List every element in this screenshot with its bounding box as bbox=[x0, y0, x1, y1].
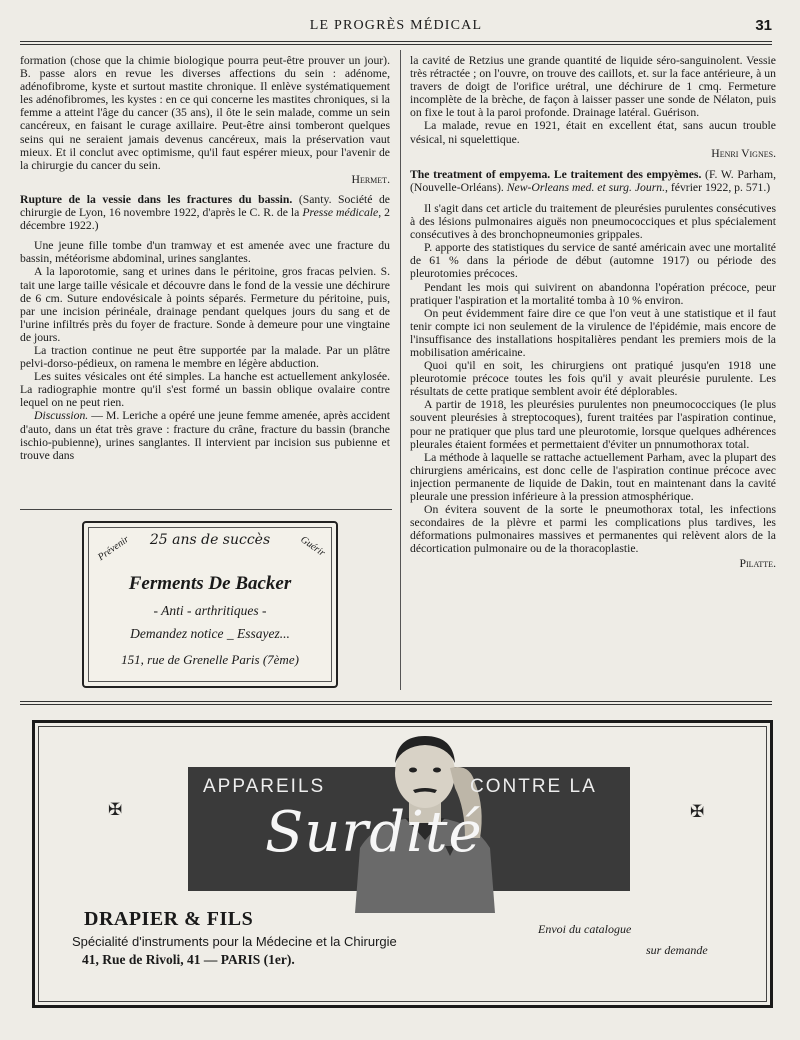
signature-vignes: Henri Vignes. bbox=[711, 146, 776, 160]
article-empyema-title: The treatment of empyema. Le traitement des empyèmes. bbox=[410, 167, 702, 181]
article-rupture-title: Rupture de la vessie dans les fractures du bassin. bbox=[20, 192, 293, 206]
ad-ferments-brand: Ferments De Backer bbox=[128, 573, 292, 594]
ad-ferments-prevenir: Prévenir bbox=[96, 533, 131, 564]
empyema-paragraph: A partir de 1918, les pleurésies purulentes non pneumococciques (le plus souvent pleurésies à streptocoques), furent traitées par l'aspiration continue, pour ne pratiquer que plus tard une pleurotomie, lorsque quelques adhérences pleurales étaient formées et permettaient d'éviter un pnnumothorax total. bbox=[410, 398, 776, 451]
right-column bbox=[410, 54, 776, 571]
left-column bbox=[20, 54, 390, 462]
article-rupture-ref: (Santy. Société de chirurgie de Lyon, 16 novembre 1922, d'après le C. R. de la bbox=[20, 192, 390, 220]
ad-surdite-word-appareils: APPAREILS bbox=[203, 776, 326, 797]
page-header bbox=[20, 18, 772, 40]
ad-specialty: Spécialité d'instruments pour la Médecine et la Chirurgie bbox=[72, 934, 397, 949]
article-empyema-heading bbox=[410, 168, 776, 194]
ad-catalogue-line2: sur demande bbox=[646, 943, 708, 957]
left-section-rule bbox=[20, 509, 392, 510]
discussion-paragraph bbox=[20, 409, 390, 461]
signature-pilatte: Pilatte. bbox=[739, 557, 776, 571]
ad-surdite-title: Surdité bbox=[265, 800, 483, 865]
rupture-paragraph: A la laporotomie, sang et urines dans le péritoine, gros fracas pelvien. S. tait une large taille vésicale et découvre dans le fond de la vessie une déchirure de 6 cm. Suture endovésicale à points séparés. Fermeture du péritoine, puis, par une incision périnéale, drainage pendant quelques jours du sang et de l'urine infiltrés près du foyer de fracture. Sonde à demeure pour une vingtaine de jours. bbox=[20, 265, 390, 344]
empyema-paragraph: Quoi qu'il en soit, les chirurgiens ont pratiqué jusqu'en 1918 une pleurotomie précoce toutes les fois qu'il y avait pleurésie purulente. Les résultats de cette pratique semblent avoir été déplorables. bbox=[410, 359, 776, 399]
discussion-text: — M. Leriche a opéré une jeune femme amenée, après accident d'auto, dans un état très grave : fracture du crâne, fracture du bassin (branche ischio-pubienne), urines sanglantes. Il intervient par incision sus pubienne et trouve dans bbox=[20, 409, 390, 462]
right-continuation-2: La malade, revue en 1921, était en excellent état, sans aucun trouble vésical, ni squelettique. bbox=[410, 119, 776, 146]
ad-company-name: DRAPIER & FILS bbox=[84, 908, 254, 930]
article-empyema-ref: (F. W. Parham, (Nouvelle-Orléans). bbox=[410, 167, 776, 194]
empyema-paragraph: On évitera souvent de la sorte le pneumothorax total, les infections secondaires de la plèvre et parmi les complications plus tardives, les déformations pulmonaires massives et permanentes qui relèvent alors de la décortication pulmonaire ou de la thoracoplastie. bbox=[410, 503, 776, 556]
ads-rule bbox=[20, 701, 772, 705]
ad-ferments-tagline: 25 ans de succès bbox=[149, 532, 271, 548]
ad-address: 41, Rue de Rivoli, 41 — PARIS (1er). bbox=[82, 952, 295, 967]
header-rule bbox=[20, 41, 772, 45]
ad-ferments-de-backer bbox=[82, 521, 338, 688]
empyema-paragraph: Il s'agit dans cet article du traitement de pleurésies purulentes consécutives à des lésions pulmonaires aiguës non pneumococciques et plus spécialement consécutives à des bronchopneumonies grippales. bbox=[410, 201, 776, 242]
article-empyema-date: , février 1922, p. 571.) bbox=[665, 180, 771, 194]
ad-catalogue-line1: Envoi du catalogue bbox=[538, 922, 632, 936]
empyema-paragraph: La méthode à laquelle se rattache actuellement Parham, avec la plupart des chirurgiens américains, est donc celle de l'aspiration continue précoce avec injection permanente de liquide de Dakin, tout en maintenant dans la cavité pleurale une pression inférieure à la pression atmosphérique. bbox=[410, 450, 776, 503]
ad-ferments-address: 151, rue de Grenelle Paris (7ème) bbox=[121, 652, 299, 667]
signature-hermet: Hermet. bbox=[351, 172, 390, 186]
empyema-paragraph: P. apporte des statistiques du service de santé américain avec une mortalité de 61 % dans la période de début (automne 1917) ou période des pleurotomies précoces. bbox=[410, 241, 776, 281]
ad-ferments-line1: - Anti - arthritiques - bbox=[153, 603, 267, 618]
ad-ferments-guerir: Guérir bbox=[298, 534, 327, 559]
rupture-paragraph: Une jeune fille tombe d'un tramway et est amenée avec une fracture du bassin, météorisme abdominal, urines sanglantes. bbox=[20, 239, 390, 266]
empyema-paragraph: On peut évidemment faire dire ce que l'on veut à une statistique et il faut tenir compte ici non seulement de la virulence de l'épidémie, mais encore de l'insuffisance des installations hospitalières pendant les premiers mois de la mobilisation américaine. bbox=[410, 306, 776, 359]
star-ornament-icon: ✠ bbox=[690, 802, 705, 821]
left-continuation: formation (chose que la chimie biologique pourra peut-être prouver un jour). B. passe alors en revue les diverses affections du sein : adénome, adénofibrome, kyste et surtout mastite chronique. Il enlève systématiquement les adénofibromes, les kystes : en ce qui concerne les mastites chroniques, si la femme a atteint l'âge du cancer (35 ans), il ôte le sein malade, comme un sein cancéreux, en faisant le curage axillaire. Peut-être ainsi tomberont quelques seins qui ne seraient jamais devenus cancéreux, mais la préservation vaut mieux. Et il conclut avec optimisme, qu'il faut espérer mieux, pour l'avenir de la chirurgie du cancer du sein. bbox=[20, 54, 390, 172]
article-rupture-heading bbox=[20, 193, 390, 232]
ad-surdite-word-contre-la: CONTRE LA bbox=[470, 776, 597, 797]
rupture-paragraph: Les suites vésicales ont été simples. La hanche est actuellement ankylosée. La radiographie montre qu'il s'est formé un bassin oblique ovalaire contre lequel on ne peut rien. bbox=[20, 370, 390, 410]
right-continuation: la cavité de Retzius une grande quantité de liquide séro-sanguinolent. Vessie très rétractée ; on l'ouvre, on trouve des caillots, et. sur la face antérieure, à un travers de doigt de l'orifice urétral, une déchirure de 1 cmq. Fermeture incomplète de la brèche, de façon à laisser passer une sonde de Nélaton, puis on fixe le tout à la paroi profonde. Drainage latéral. Guérison. bbox=[410, 54, 776, 120]
page-number: 31 bbox=[755, 17, 772, 34]
empyema-paragraph: Pendant les mois qui suivirent on abandonna l'opération précoce, peur pratiquer l'aspiration et la mortalité tomba à 10 % environ. bbox=[410, 280, 776, 307]
journal-title: LE PROGRÈS MÉDICAL bbox=[309, 18, 483, 33]
ad-ferments-line2: Demandez notice _ Essayez... bbox=[130, 626, 290, 641]
article-empyema-journal: New-Orleans med. et surg. Journ. bbox=[506, 180, 666, 194]
discussion-label: Discussion. bbox=[34, 409, 89, 423]
column-divider bbox=[400, 50, 401, 690]
article-rupture-journal: Presse médicale bbox=[302, 206, 379, 220]
star-ornament-icon: ✠ bbox=[108, 800, 123, 819]
rupture-paragraph: La traction continue ne peut être supportée par la malade. Par un plâtre pelvi-dorso-pédieux, on ramena le membre en légère abduction. bbox=[20, 343, 390, 371]
article-rupture-date: , 2 décembre 1922.) bbox=[20, 206, 390, 233]
